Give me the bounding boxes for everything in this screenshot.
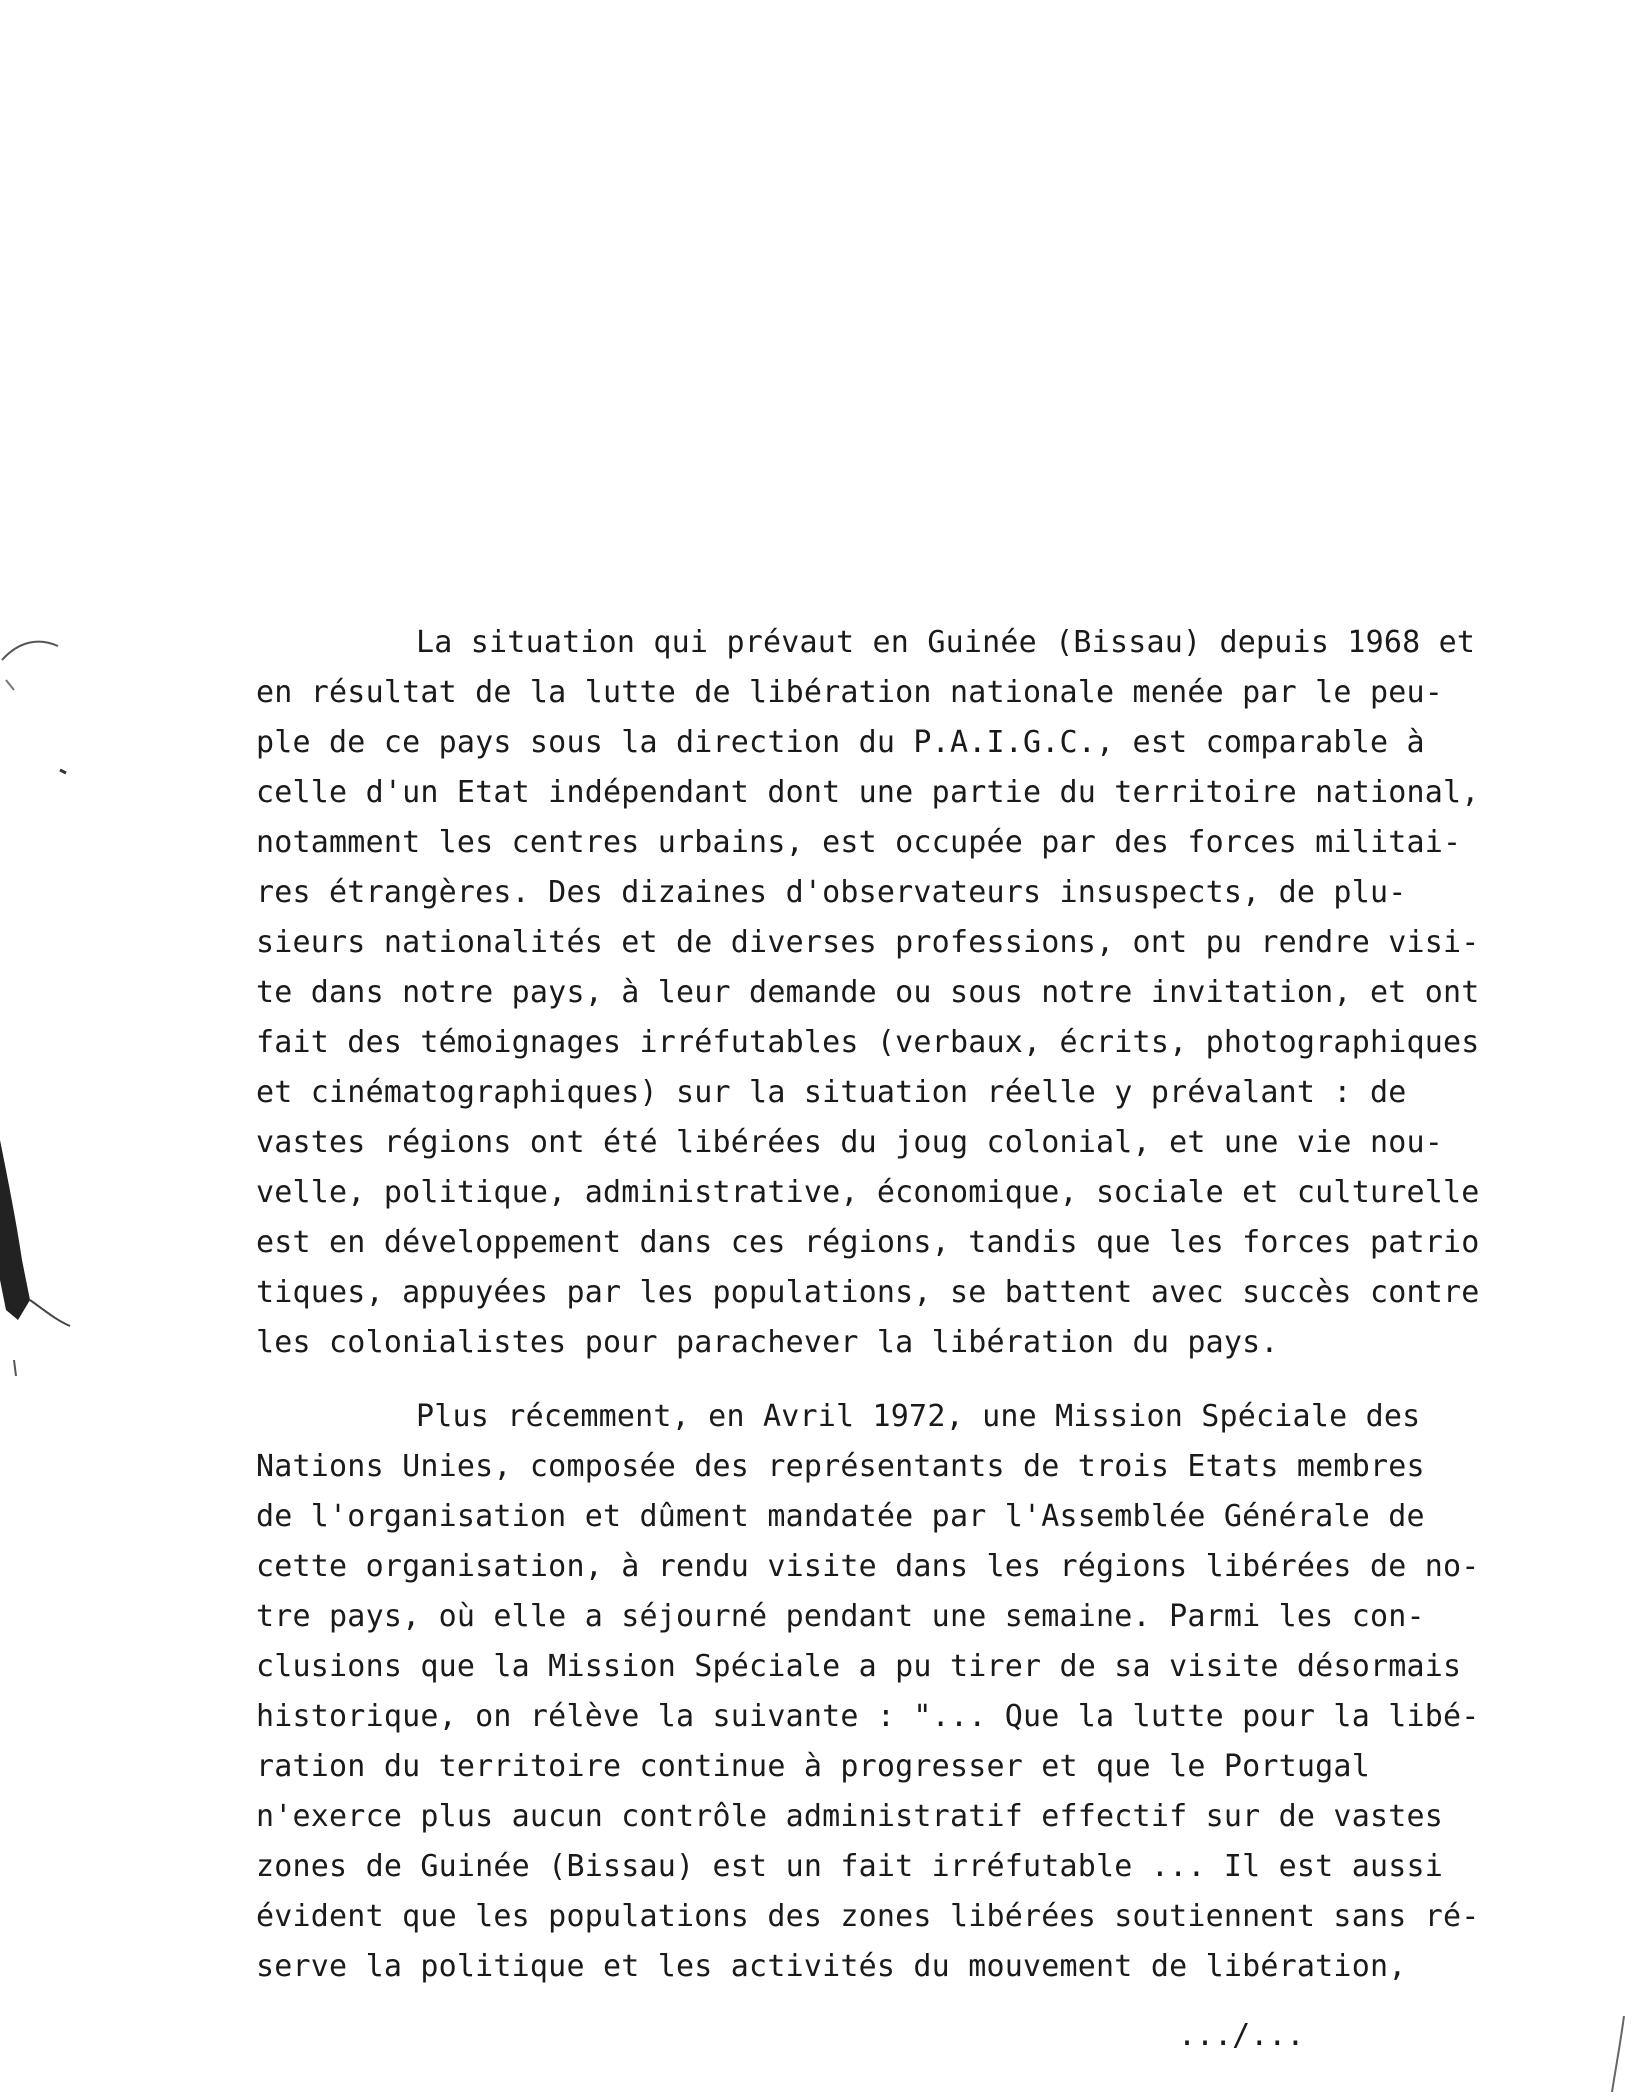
- text-line: celle d'un Etat indépendant dont une partie du territoire national,: [256, 775, 1480, 810]
- text-line: les colonialistes pour parachever la libération du pays.: [256, 1325, 1279, 1360]
- text-line: ple de ce pays sous la direction du P.A.I.G.C., est comparable à: [256, 725, 1425, 760]
- text-line: évident que les populations des zones libérées soutiennent sans ré-: [256, 1899, 1480, 1934]
- text-line: et cinématographiques) sur la situation réelle y prévalant : de: [256, 1075, 1407, 1110]
- text-line: velle, politique, administrative, économique, sociale et culturelle: [256, 1175, 1480, 1210]
- text-line: en résultat de la lutte de libération nationale menée par le peu-: [256, 675, 1443, 710]
- text-line: notamment les centres urbains, est occupée par des forces militai-: [256, 825, 1462, 860]
- paragraph-1: [256, 618, 1576, 1368]
- text-line: sieurs nationalités et de diverses professions, ont pu rendre visi-: [256, 925, 1480, 960]
- text-line: te dans notre pays, à leur demande ou sous notre invitation, et ont: [256, 975, 1480, 1010]
- text-line: Plus récemment, en Avril 1972, une Mission Spéciale des: [416, 1399, 1421, 1434]
- text-line: de l'organisation et dûment mandatée par l'Assemblée Générale de: [256, 1499, 1425, 1534]
- text-line: vastes régions ont été libérées du joug colonial, et une vie nou-: [256, 1125, 1443, 1160]
- text-line: n'exerce plus aucun contrôle administratif effectif sur de vastes: [256, 1799, 1443, 1834]
- text-line: historique, on rélève la suivante : "... Que la lutte pour la libé-: [256, 1699, 1480, 1734]
- scan-edge-mark: [1602, 2006, 1632, 2096]
- text-line: cette organisation, à rendu visite dans les régions libérées de no-: [256, 1549, 1480, 1584]
- page-continuation-mark: .../...: [1178, 2018, 1305, 2053]
- text-line: ration du territoire continue à progresser et que le Portugal: [256, 1749, 1370, 1784]
- scan-margin-marks: [0, 620, 90, 1380]
- text-line: La situation qui prévaut en Guinée (Bissau) depuis 1968 et: [416, 625, 1476, 660]
- paragraph-2: [256, 1392, 1576, 1992]
- text-line: res étrangères. Des dizaines d'observateurs insuspects, de plu-: [256, 875, 1407, 910]
- text-line: zones de Guinée (Bissau) est un fait irréfutable ... Il est aussi: [256, 1849, 1443, 1884]
- text-line: tre pays, où elle a séjourné pendant une semaine. Parmi les con-: [256, 1599, 1425, 1634]
- text-line: est en développement dans ces régions, tandis que les forces patrio: [256, 1225, 1480, 1260]
- text-line: fait des témoignages irréfutables (verbaux, écrits, photographiques: [256, 1025, 1480, 1060]
- text-line: tiques, appuyées par les populations, se battent avec succès contre: [256, 1275, 1480, 1310]
- text-line: serve la politique et les activités du mouvement de libération,: [256, 1949, 1407, 1984]
- text-line: Nations Unies, composée des représentants de trois Etats membres: [256, 1449, 1425, 1484]
- text-line: clusions que la Mission Spéciale a pu tirer de sa visite désormais: [256, 1649, 1462, 1684]
